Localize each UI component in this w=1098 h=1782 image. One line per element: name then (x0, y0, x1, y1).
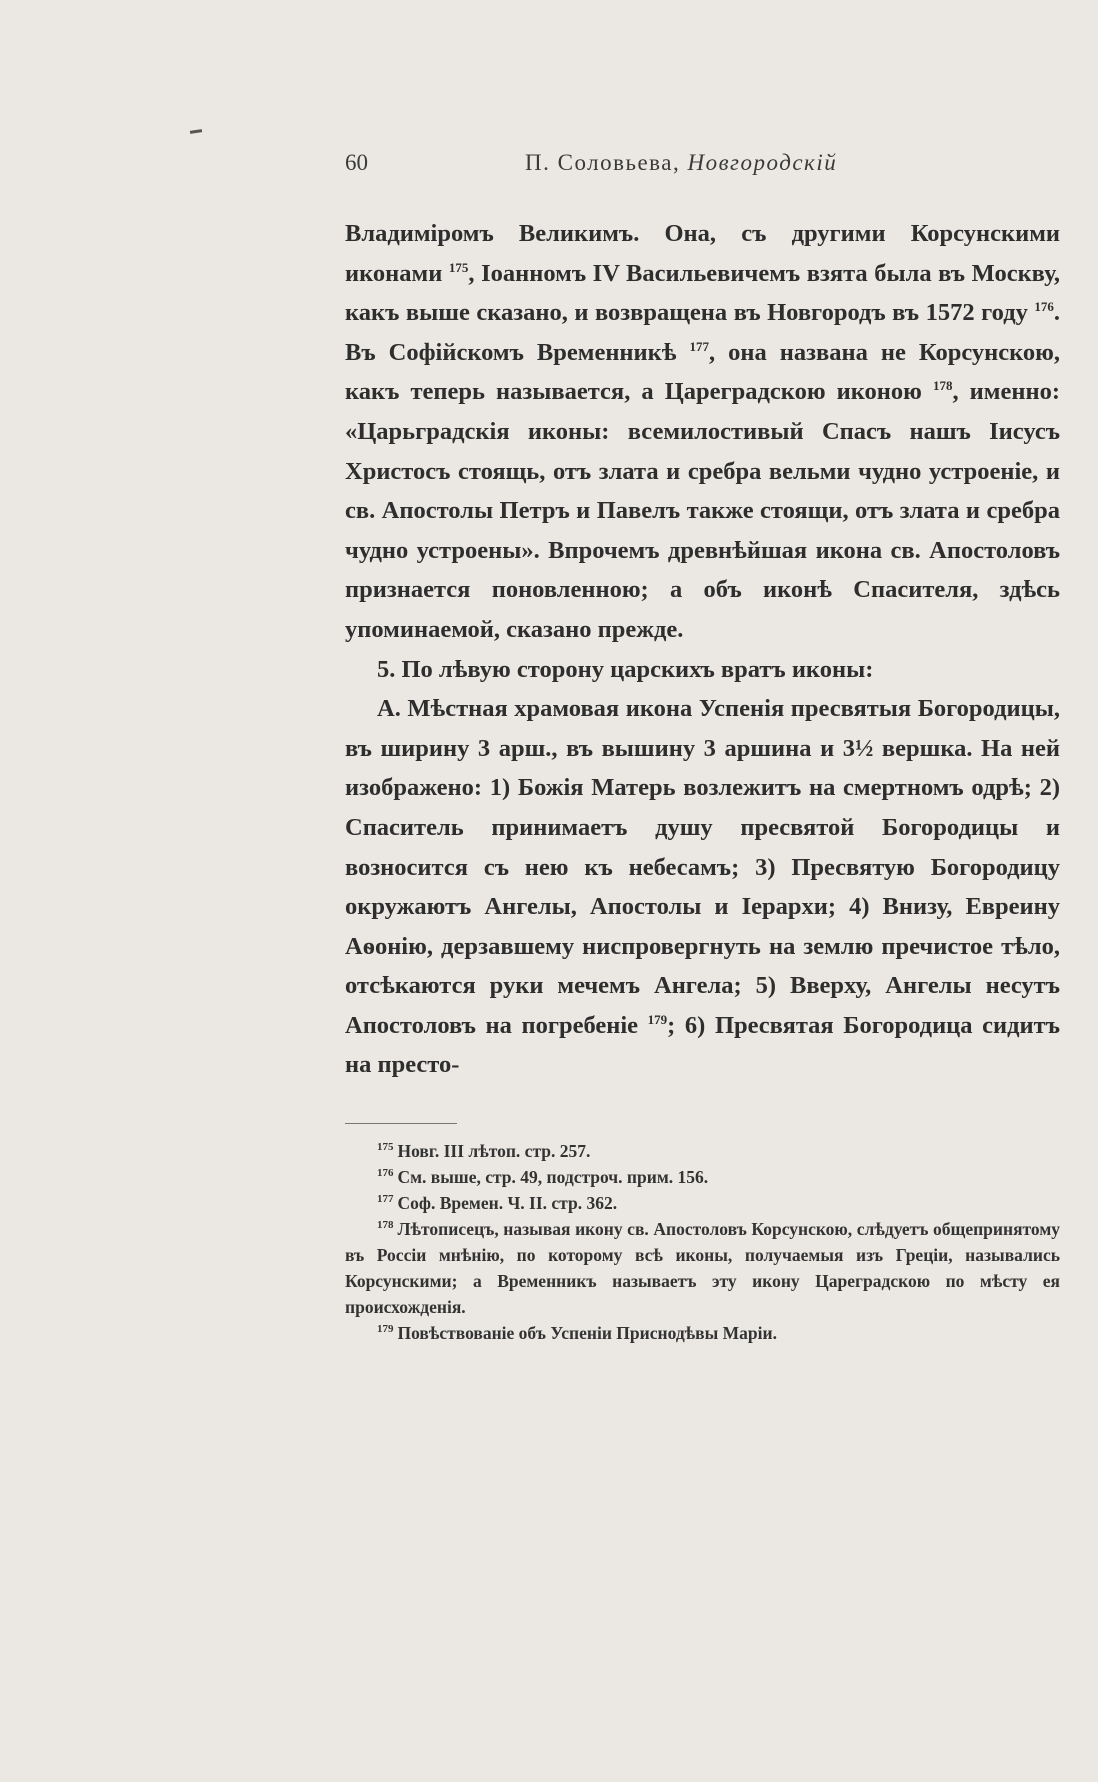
running-header (345, 150, 1060, 186)
text-run: ; 6) Пресвятая Богородица сидитъ на престо- (345, 1011, 1060, 1079)
footnote-number: 179 (377, 1323, 394, 1336)
text-run: , она названа не Корсунскою, какъ теперь называется, а Цареградскою иконою (345, 338, 1060, 406)
footnote-item (345, 1216, 1060, 1320)
footnote-item (345, 1138, 1060, 1164)
footnote-item (345, 1164, 1060, 1190)
footnotes (345, 1138, 1060, 1346)
footnote-number: 177 (377, 1193, 394, 1206)
footnote-number: 176 (377, 1167, 394, 1180)
text-run: Владиміромъ Великимъ. Она, съ другими Корсунскими иконами (345, 220, 1060, 287)
footnote-ref[interactable]: 178 (932, 378, 953, 394)
body-text (345, 214, 1060, 1085)
page-number: 60 (345, 150, 368, 175)
text-run: А. Мѣстная храмовая икона Успенія пресвятыя Богородицы, въ ширину 3 арш., въ вышину 3 аршина и 3½ вершка. На ней изображено: 1) Божія Матерь возлежитъ на смертномъ одрѣ; 2) Спаситель принимаетъ душу пресвятой Богородицы и возносится съ нею къ небесамъ; 3) Пресвятую Богородицу окружаютъ Ангелы, Апостолы и Іерархи; 4) Внизу, Евреину Аѳонію, дерзавшему ниспровергнуть на землю пречистое тѣло, отсѣкаются руки мечемъ Ангела; 5) Вверху, Ангелы несутъ Апостоловъ на погребеніе (345, 695, 1060, 1039)
footnote-number: 175 (377, 1141, 394, 1154)
text-block (345, 150, 1060, 1346)
footnote-text: См. выше, стр. 49, подстроч. прим. 156. (397, 1167, 709, 1188)
footnote-text: Повѣствованіе объ Успеніи Приснодѣвы Маріи. (397, 1323, 777, 1344)
paragraph-p3 (345, 689, 1060, 1085)
footnote-rule (345, 1123, 457, 1124)
footnote-ref[interactable]: 177 (689, 338, 710, 354)
text-run: 5. По лѣвую сторону царскихъ вратъ иконы: (377, 655, 874, 683)
footnote-text: Лѣтописецъ, называя икону св. Апостоловъ Корсунскою, слѣдуетъ общепринятому въ Россіи мнѣнію, по которому всѣ иконы, получаемыя изъ Греціи, назывались Корсунскими; а Временникъ называетъ эту икону Цареградскою по мѣсту ея происхожденія. (345, 1219, 1060, 1318)
text-run: , именно: «Царьградскія иконы: всемилостивый Спасъ нашъ Іисусъ Христосъ стоящь, отъ злата и сребра вельми чудно устроеніе, и св. Апостолы Петръ и Павелъ также стоящи, отъ злата и сребра чудно устроены». Впрочемъ древнѣйшая икона св. Апостоловъ признается поновленною; а объ иконѣ Спасителя, здѣсь упоминаемой, сказано прежде. (345, 378, 1060, 643)
book-title: Новгородскій (687, 150, 838, 175)
footnote-item (345, 1190, 1060, 1216)
running-title (525, 150, 837, 176)
text-run: , Іоанномъ IV Васильевичемъ взята была въ Москву, какъ выше сказано, и возвращена въ Новгородъ въ 1572 году (345, 259, 1060, 327)
paragraph-p1 (345, 214, 1060, 650)
footnote-ref[interactable]: 176 (1034, 299, 1054, 315)
footnote-ref[interactable]: 175 (448, 259, 469, 275)
footnote-text: Соф. Времен. Ч. II. стр. 362. (397, 1193, 618, 1214)
paragraph-p2 (345, 650, 1060, 690)
author-name: П. Соловьева, (525, 150, 681, 175)
footnote-item (345, 1320, 1060, 1346)
footnote-text: Новг. III лѣтоп. стр. 257. (397, 1141, 591, 1162)
footnote-ref[interactable]: 179 (647, 1011, 668, 1027)
scan-mark (190, 129, 202, 134)
text-run: . Въ Софійскомъ Временникѣ (345, 299, 1060, 366)
footnote-number: 178 (377, 1219, 394, 1232)
